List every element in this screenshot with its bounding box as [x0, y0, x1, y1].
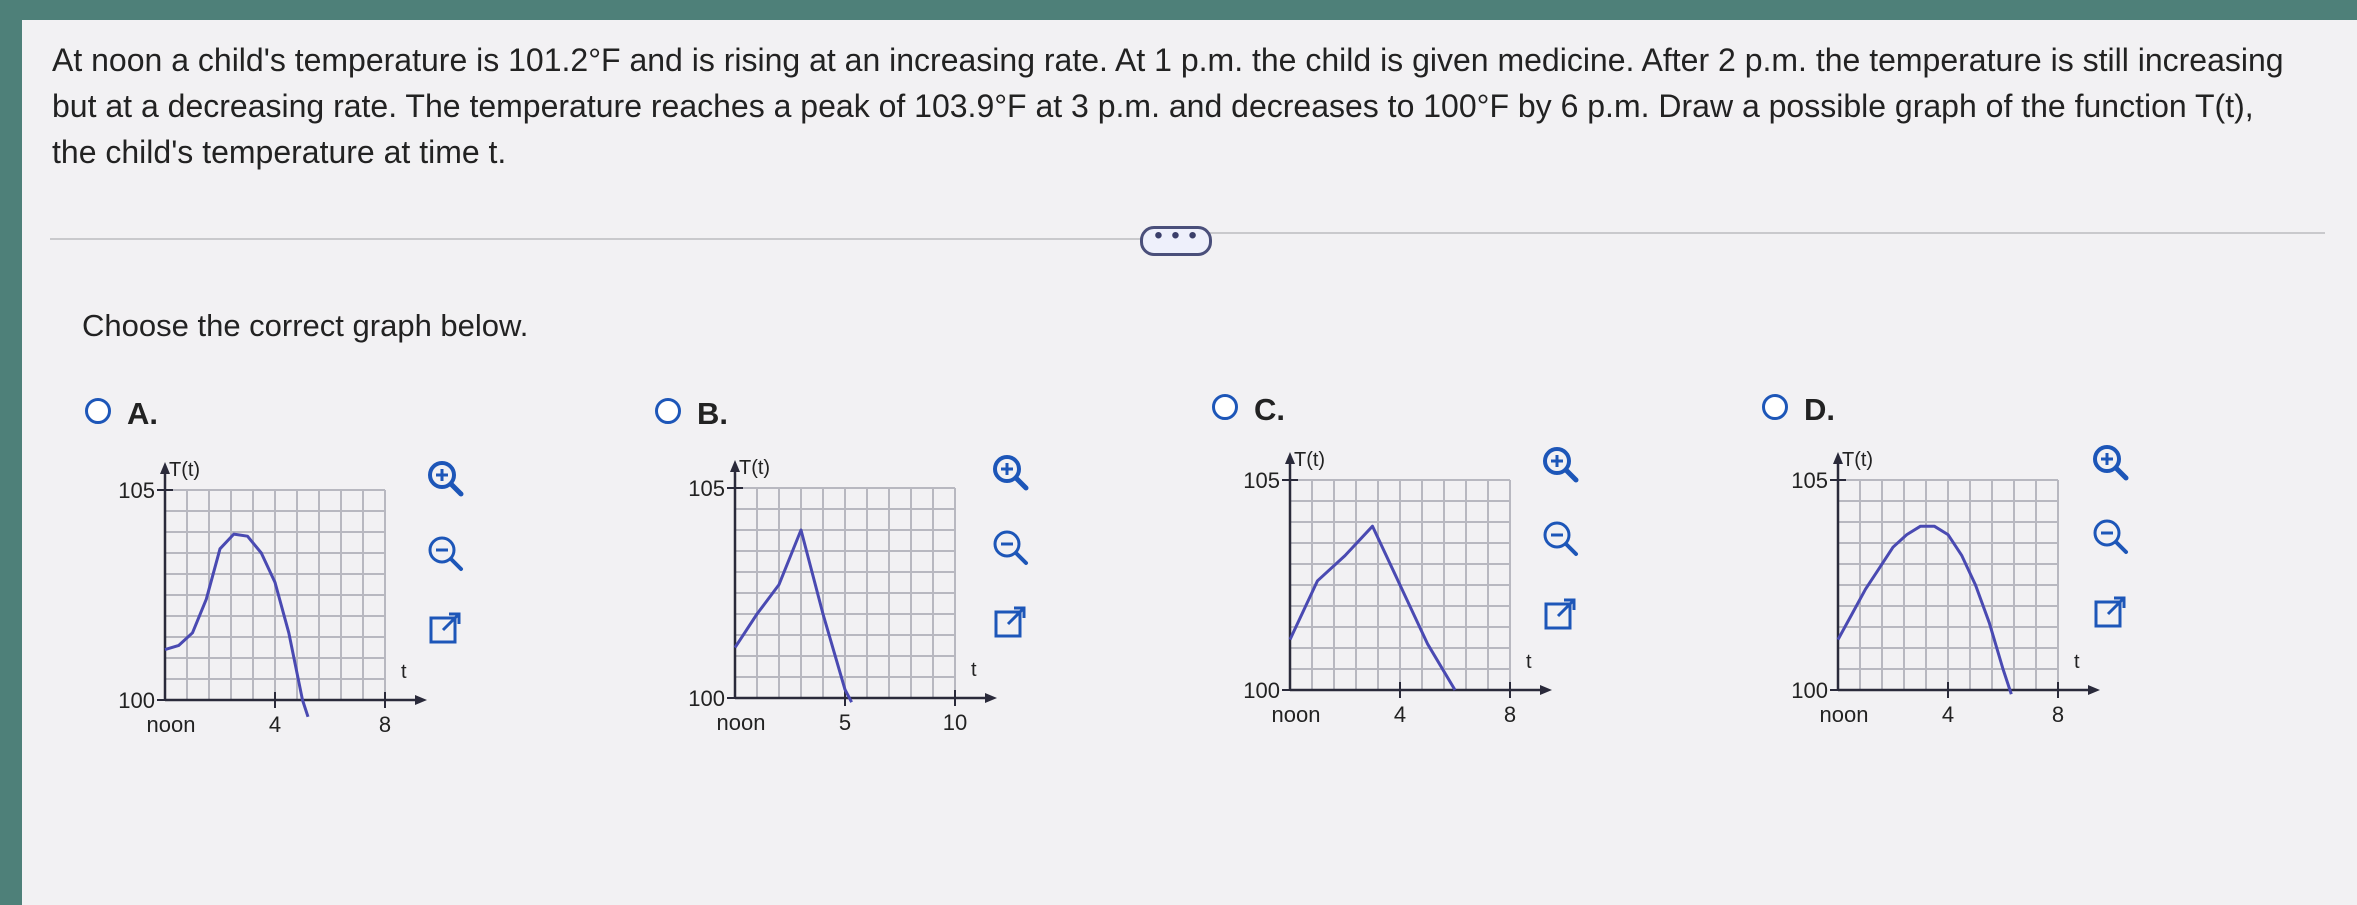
- x-tick-label: 4: [1941, 702, 1955, 727]
- y-tick-label: 100: [1243, 678, 1280, 703]
- y-axis-label: T(t): [169, 459, 201, 481]
- prompt-text: Choose the correct graph below.: [82, 308, 529, 343]
- x-axis-arrow: [1540, 685, 1552, 695]
- y-tick-label: 105: [1791, 468, 1828, 493]
- open-new-window-icon[interactable]: [990, 602, 1030, 642]
- x-axis-label: t: [401, 661, 407, 683]
- graph-d: [1768, 440, 2108, 740]
- x-axis-label: t: [971, 659, 977, 681]
- zoom-out-icon[interactable]: [2090, 516, 2130, 556]
- zoom-out-icon[interactable]: [1540, 518, 1580, 558]
- open-new-window-icon[interactable]: [2090, 592, 2130, 632]
- y-axis-label: T(t): [739, 457, 771, 479]
- x-tick-label: 8: [378, 712, 392, 737]
- radio-button[interactable]: [655, 398, 681, 424]
- temperature-curve: [1290, 526, 1455, 690]
- x-tick-label: noon: [1271, 702, 1321, 727]
- y-tick-label: 100: [688, 686, 725, 711]
- x-axis-arrow: [2088, 685, 2100, 695]
- radio-button[interactable]: [85, 398, 111, 424]
- radio-button[interactable]: [1762, 394, 1788, 420]
- open-new-window-icon[interactable]: [1540, 594, 1580, 634]
- option-label: A.: [127, 396, 158, 431]
- x-tick-label: noon: [716, 710, 766, 735]
- y-axis-label: T(t): [1842, 449, 1874, 471]
- zoom-in-icon[interactable]: [2090, 442, 2130, 482]
- y-tick-label: 105: [1243, 468, 1280, 493]
- zoom-out-icon[interactable]: [425, 533, 465, 573]
- x-tick-label: 5: [838, 710, 852, 735]
- x-tick-label: 4: [268, 712, 282, 737]
- y-axis-label: T(t): [1294, 449, 1326, 471]
- divider: [50, 238, 1150, 240]
- graph-b: [665, 448, 1005, 748]
- graph-a: [95, 450, 435, 750]
- x-tick-label: noon: [146, 712, 196, 737]
- zoom-in-icon[interactable]: [1540, 444, 1580, 484]
- x-tick-label: noon: [1819, 702, 1869, 727]
- x-axis-arrow: [985, 693, 997, 703]
- x-axis-label: t: [1526, 651, 1532, 673]
- graph-c: [1220, 440, 1560, 740]
- x-axis-arrow: [415, 695, 427, 705]
- x-tick-label: 4: [1393, 702, 1407, 727]
- option-label: B.: [697, 396, 728, 431]
- y-tick-label: 105: [688, 476, 725, 501]
- zoom-out-icon[interactable]: [990, 527, 1030, 567]
- x-tick-label: 8: [1503, 702, 1517, 727]
- more-options-button[interactable]: • • •: [1140, 226, 1212, 256]
- x-tick-label: 10: [942, 710, 968, 735]
- x-axis-label: t: [2074, 651, 2080, 673]
- y-tick-label: 100: [118, 688, 155, 713]
- radio-button[interactable]: [1212, 394, 1238, 420]
- divider: [1210, 232, 2325, 234]
- option-label: C.: [1254, 392, 1285, 427]
- zoom-in-icon[interactable]: [425, 458, 465, 498]
- y-tick-label: 100: [1791, 678, 1828, 703]
- x-tick-label: 8: [2051, 702, 2065, 727]
- zoom-in-icon[interactable]: [990, 452, 1030, 492]
- question-text: At noon a child's temperature is 101.2°F and is rising at an increasing rate. At 1 p.m. the child is given medicine. After 2 p.m. the temperature is still increasing but at a decreasing rate. The temperature reaches a peak of 103.9°F at 3 p.m. and decreases to 100°F by 6 p.m. Draw a possible graph of the function T(t), the child's temperature at time t.: [52, 42, 2284, 170]
- open-new-window-icon[interactable]: [425, 608, 465, 648]
- y-tick-label: 105: [118, 478, 155, 503]
- option-label: D.: [1804, 392, 1835, 427]
